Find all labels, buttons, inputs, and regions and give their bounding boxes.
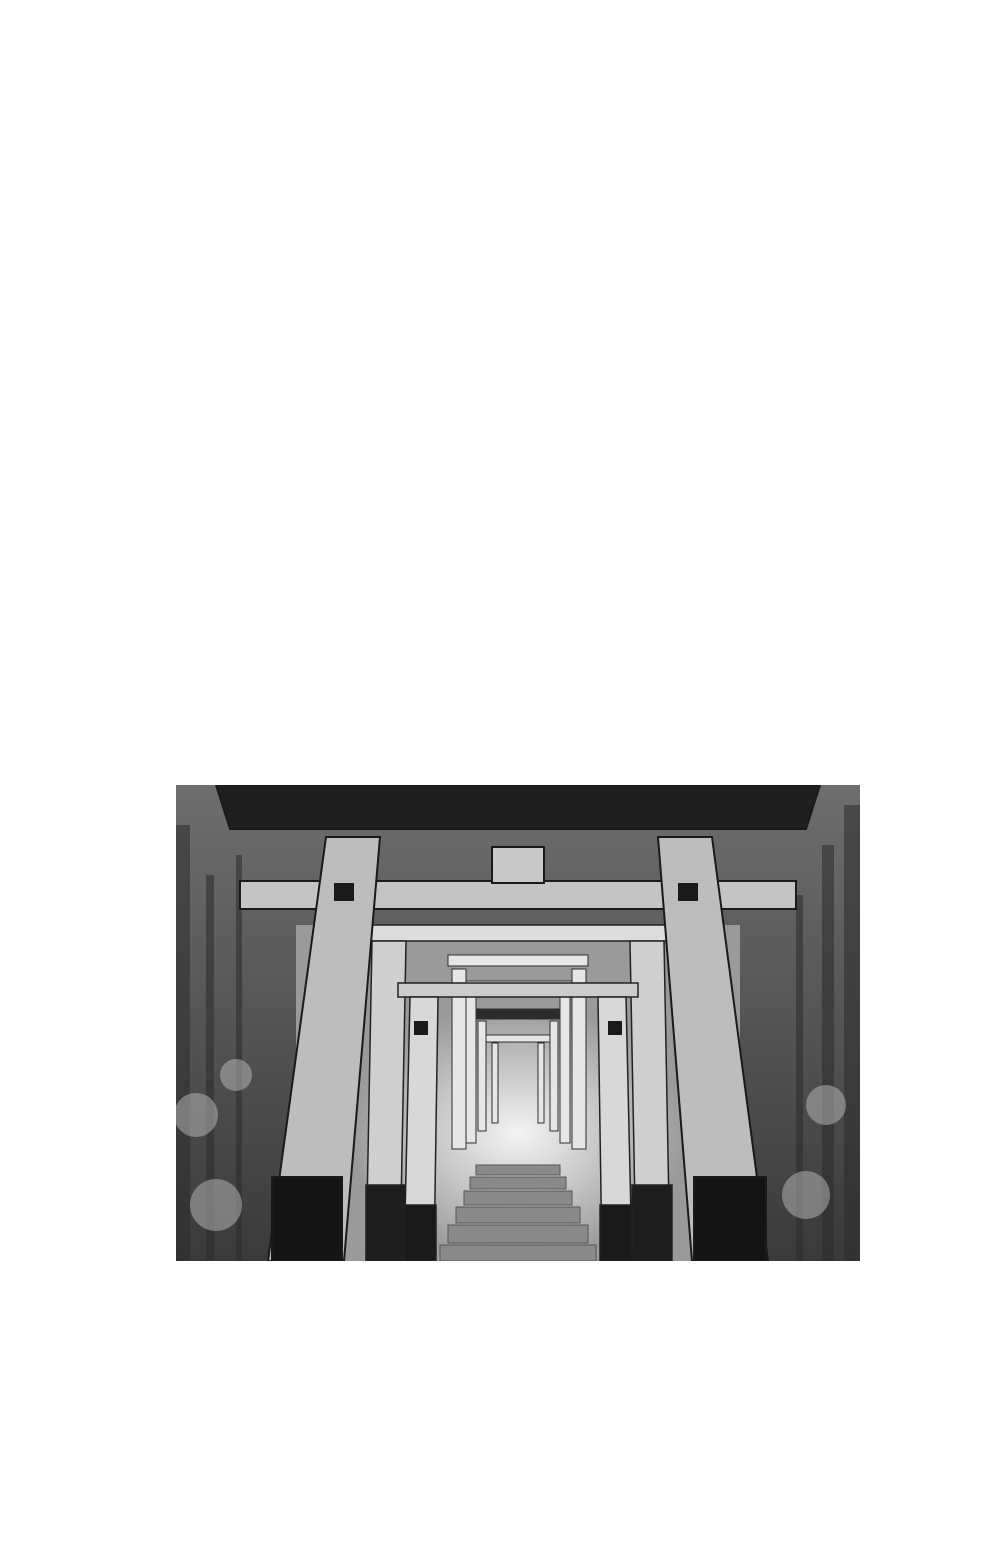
body-text	[176, 196, 860, 752]
text-line	[176, 196, 860, 234]
text-line	[176, 489, 860, 527]
text-line	[176, 677, 860, 715]
torii-gates-photo	[176, 785, 860, 1261]
text-line	[176, 640, 860, 678]
text-line	[176, 286, 860, 324]
photo-illustration	[176, 785, 860, 1261]
text-line	[176, 715, 860, 753]
text-line	[176, 361, 860, 399]
text-line	[176, 324, 860, 362]
text-line	[176, 437, 860, 475]
text-line	[176, 602, 860, 640]
text-line	[176, 564, 860, 602]
text-line	[176, 527, 860, 565]
text-line	[176, 234, 860, 272]
text-line	[176, 399, 860, 437]
